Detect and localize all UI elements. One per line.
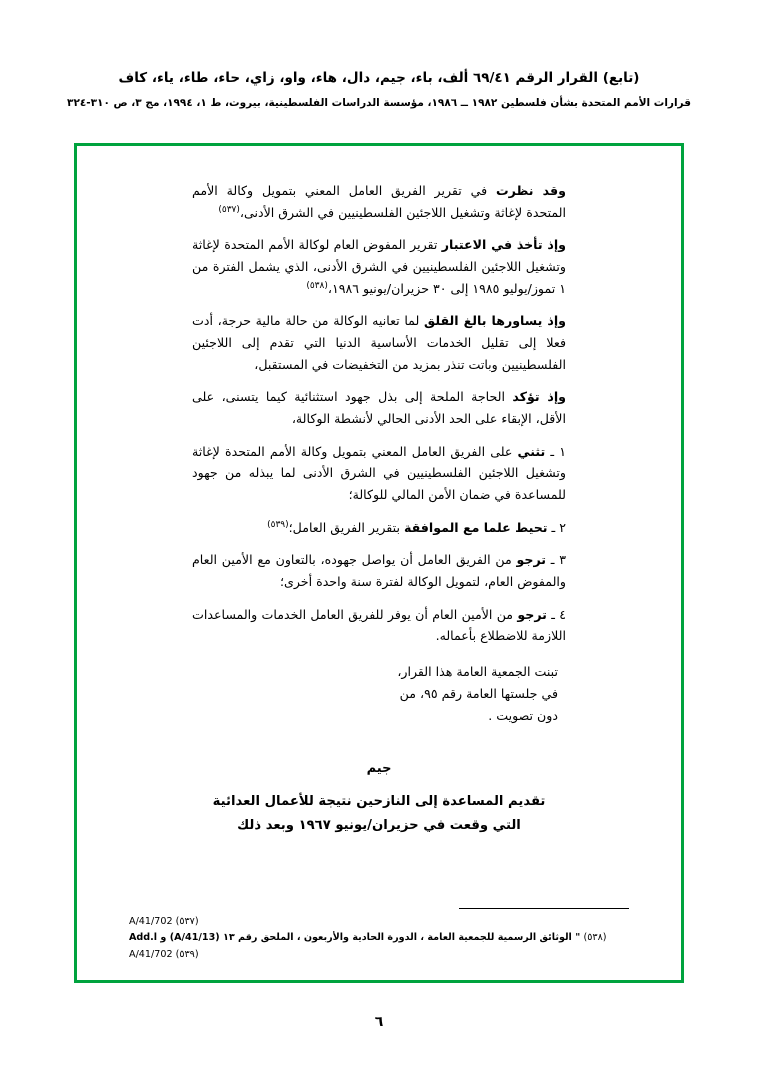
- footnotes-block: [129, 908, 629, 964]
- paragraph-number: ١ ـ: [545, 443, 566, 459]
- paragraph-lead: تثني: [517, 443, 546, 459]
- page-number: ٦: [374, 1014, 384, 1030]
- paragraph-text: في تقرير الفريق العامل المعني بتمويل وكالة الأمم المتحدة لإغاثة وتشغيل اللاجئين الفلسطينيين في الشرق الأدنى،: [192, 183, 566, 220]
- green-border-frame: [74, 143, 684, 983]
- numbered-paragraph: [192, 441, 566, 506]
- footnote-item: [129, 914, 629, 931]
- footnote-text: A/41/702: [129, 949, 173, 961]
- paragraph-text: تقرير المفوض العام لوكالة الأمم المتحدة لإغاثة وتشغيل اللاجئين الفلسطينيين في الشرق الأدنى، الذي يشمل الفترة من ١ تموز/يوليو ١٩٨٥ إلى ٣٠ حزيران/يونيو ١٩٨٦،: [192, 237, 566, 296]
- paragraph-lead: وإذ تؤكد: [512, 389, 566, 405]
- numbered-paragraph: [192, 517, 566, 539]
- paragraph-text: لما تعانيه الوكالة من حالة مالية حرجة، أدت فعلا إلى تقليل الخدمات الأساسية الدنيا التي تقدم إلى اللاجئين الفلسطينيين وباتت تنذر بمزيد من التخفيضات في المستقبل،: [192, 313, 566, 372]
- paragraph-lead: وقد نظرت: [495, 183, 566, 198]
- numbered-paragraph: [192, 549, 566, 592]
- footnote-item: [129, 930, 629, 947]
- paragraph-number: ٢ ـ: [547, 519, 566, 535]
- section-title-line-1: تقديم المساعدة إلى النازحين نتيجة للأعمال العدائية: [212, 793, 546, 809]
- section-title: [192, 790, 566, 839]
- footnote-separator: [459, 908, 629, 909]
- page-title: (تابع) القرار الرقم ٦٩/٤١ ألف، باء، جيم، دال، هاء، واو، زاي، حاء، طاء، ياء، كاف: [118, 70, 640, 86]
- paragraph-text: من الأمين العام أن يوفر للفريق العامل الخدمات والمساعدات اللازمة للاضطلاع بأعماله.: [192, 606, 566, 644]
- paragraph-text: على الفريق العامل المعني بتمويل وكالة الأمم المتحدة لإغاثة وتشغيل اللاجئين الفلسطينيين في الشرق الأدنى لما يبذله من جهود للمساعدة في ضمان الأمن المالي للوكالة؛: [192, 443, 566, 502]
- paragraph: [192, 310, 566, 375]
- footnote-number: (٥٣٨): [583, 932, 607, 944]
- paragraph-lead: تحيط علما مع الموافقة: [403, 519, 548, 535]
- footnote-marker: (٥٣٧): [218, 204, 240, 215]
- footnote-item: [129, 947, 629, 964]
- document-header: [0, 0, 758, 109]
- footnote-number: (٥٣٩): [175, 949, 199, 961]
- paragraph: [192, 386, 566, 429]
- numbered-paragraph: [192, 604, 566, 647]
- section-title-line-2: التي وقعت في حزيران/يونيو ١٩٦٧ وبعد ذلك: [237, 818, 521, 834]
- paragraph-lead: ترجو: [516, 552, 547, 568]
- frame-content: [77, 146, 681, 980]
- paragraph-number: ٣ ـ: [546, 552, 566, 568]
- adoption-line: دون تصويت .: [488, 707, 558, 723]
- section-letter: جيم: [366, 760, 392, 776]
- paragraph-lead: وإذ تأخذ في الاعتبار: [441, 237, 566, 253]
- footnote-number: (٥٣٧): [175, 915, 199, 927]
- body-column: [192, 180, 566, 839]
- paragraph-lead: وإذ يساورها بالغ القلق: [423, 313, 566, 329]
- paragraph-text: الحاجة الملحة إلى بذل جهود استثنائية كيما يتسنى، على الأقل، الإبقاء على الحد الأدنى الحالي لأنشطة الوكالة،: [192, 389, 566, 426]
- paragraph-text: بتقرير الفريق العامل؛: [288, 519, 404, 535]
- adoption-note: [192, 661, 566, 727]
- paragraph: [192, 234, 566, 299]
- footnote-marker: (٥٣٩): [267, 519, 289, 530]
- footnote-text: " الوثائق الرسمية للجمعية العامة ، الدورة الحادية والأربعون ، الملحق رقم ١٣ (A/41/13) و Add.l: [129, 932, 581, 944]
- footnote-marker: (٥٣٨): [306, 280, 328, 291]
- adoption-line: في جلستها العامة رقم ٩٥، من: [399, 685, 558, 701]
- paragraph: [192, 180, 566, 223]
- paragraph-lead: ترجو: [517, 606, 547, 622]
- source-citation: قرارات الأمم المتحدة بشأن فلسطين ١٩٨٢ ــ ١٩٨٦، مؤسسة الدراسات الفلسطينية، بيروت، ط ١، ١٩٩٤، مج ٣، ص ٣١٠-٣٢٤: [67, 96, 691, 109]
- paragraph-number: ٤ ـ: [546, 606, 566, 622]
- adoption-line: تبنت الجمعية العامة هذا القرار،: [397, 663, 558, 679]
- paragraph-text: من الفريق العامل أن يواصل جهوده، بالتعاون مع الأمين العام والمفوض العام، لتمويل الوكالة لفترة سنة واحدة أخرى؛: [192, 552, 566, 589]
- footnote-text: A/41/702: [129, 915, 173, 927]
